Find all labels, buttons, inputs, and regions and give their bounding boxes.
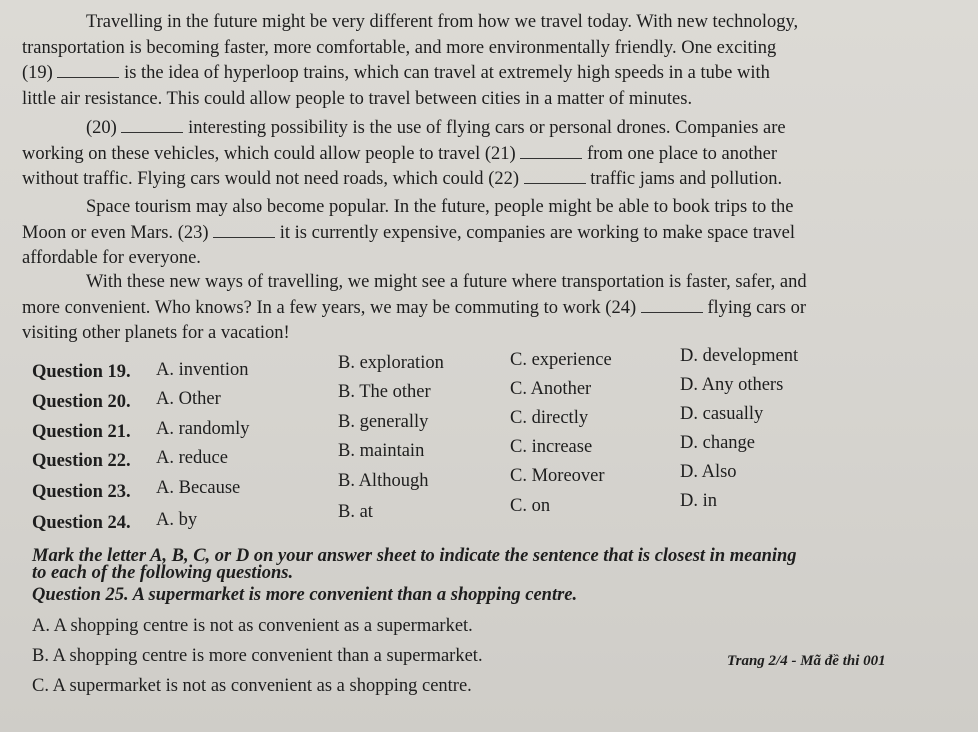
text-line: flying cars or <box>707 297 806 318</box>
gap-number: (24) <box>605 297 637 318</box>
text-line: transportation is becoming faster, more comfortable, and more environmentally friendly. One exciting <box>22 37 777 58</box>
text-line: is the idea of hyperloop trains, which can travel at extremely high speeds in a tube with <box>124 63 770 83</box>
q25-option-a[interactable]: A. A shopping centre is not as convenient as a supermarket. <box>32 616 473 636</box>
option-d[interactable]: D. Any others <box>680 375 784 395</box>
q25-option-c[interactable]: C. A supermarket is not as convenient as a shopping centre. <box>32 676 472 696</box>
text-line: visiting other planets for a vacation! <box>22 323 290 343</box>
paragraph-1 <box>22 10 922 112</box>
gap-number: (23) <box>177 222 209 243</box>
answer-blank <box>524 169 586 184</box>
answer-blank <box>121 118 183 133</box>
question-label: Question 24. <box>32 513 131 533</box>
paragraph-3 <box>22 195 922 272</box>
paragraph-4 <box>22 270 922 347</box>
instruction-line: to each of the following questions. <box>32 563 294 583</box>
option-c[interactable]: C. on <box>510 496 551 516</box>
text-line: traffic jams and pollution. <box>590 169 783 189</box>
text-line: from one place to another <box>586 143 778 164</box>
instruction-line-2-wrap <box>32 562 293 583</box>
option-a[interactable]: A. Other <box>156 389 221 409</box>
text-line: interesting possibility is the use of flying cars or personal drones. Companies are <box>188 118 786 138</box>
q25-option-b[interactable]: B. A shopping centre is more convenient than a supermarket. <box>32 646 483 666</box>
text-line: affordable for everyone. <box>22 248 201 268</box>
option-a[interactable]: A. by <box>156 510 198 530</box>
answer-blank <box>520 144 582 159</box>
option-d[interactable]: D. change <box>680 433 755 453</box>
option-c[interactable]: C. increase <box>510 437 593 457</box>
option-d[interactable]: D. development <box>680 346 799 366</box>
option-c[interactable]: C. directly <box>510 408 589 428</box>
text-line: Space tourism may also become popular. In the future, people might be able to book trips to the <box>86 197 794 217</box>
text-line: With these new ways of travelling, we might see a future where transportation is faster, safer, and <box>86 272 807 292</box>
answer-blank <box>213 223 275 238</box>
text-line: more convenient. Who knows? In a few years, we may be commuting to work <box>22 297 601 318</box>
option-a[interactable]: A. randomly <box>156 419 250 439</box>
option-b[interactable]: B. The other <box>338 382 431 402</box>
option-b[interactable]: B. at <box>338 502 373 522</box>
question-label: Question 19. <box>32 362 131 382</box>
question-label: Question 22. <box>32 451 131 471</box>
gap-number: (19) <box>22 63 53 83</box>
answer-blank <box>641 298 703 313</box>
question-label: Question 21. <box>32 422 131 442</box>
gap-number: (22) <box>488 169 520 189</box>
question-label: Question 20. <box>32 392 131 412</box>
option-d[interactable]: D. Also <box>680 462 737 482</box>
gap-number: (21) <box>484 143 516 164</box>
text-line: Travelling in the future might be very different from how we travel today. With new technology, <box>86 12 799 32</box>
option-a[interactable]: A. Because <box>156 478 241 498</box>
option-c[interactable]: C. Another <box>510 379 592 399</box>
question-25-stem: Question 25. A supermarket is more convenient than a shopping centre. <box>32 585 578 605</box>
answer-blank <box>57 63 119 78</box>
option-b[interactable]: B. maintain <box>338 441 425 461</box>
option-b[interactable]: B. exploration <box>338 353 444 373</box>
option-a[interactable]: A. invention <box>156 360 249 380</box>
option-b[interactable]: B. Although <box>338 471 429 491</box>
text-line: little air resistance. This could allow people to travel between cities in a matter of minutes. <box>22 88 693 109</box>
instruction-line: Mark the letter A, B, C, or D on your answer sheet to indicate the sentence that is closest in meaning <box>32 546 797 566</box>
text-line: working on these vehicles, which could allow people to travel <box>22 143 481 164</box>
option-a[interactable]: A. reduce <box>156 448 228 468</box>
question-label: Question 23. <box>32 482 131 502</box>
option-d[interactable]: D. casually <box>680 404 764 424</box>
text-line: Moon or even Mars. <box>22 222 174 243</box>
text-line: it is currently expensive, companies are working to make space travel <box>279 222 796 243</box>
option-c[interactable]: C. experience <box>510 350 612 370</box>
paragraph-2 <box>22 116 922 193</box>
option-c[interactable]: C. Moreover <box>510 466 605 486</box>
page-footer: Trang 2/4 - Mã đề thi 001 <box>727 653 886 669</box>
text-line: without traffic. Flying cars would not need roads, which could <box>22 169 484 189</box>
option-d[interactable]: D. in <box>680 491 717 511</box>
option-b[interactable]: B. generally <box>338 412 429 432</box>
gap-number: (20) <box>86 118 117 138</box>
